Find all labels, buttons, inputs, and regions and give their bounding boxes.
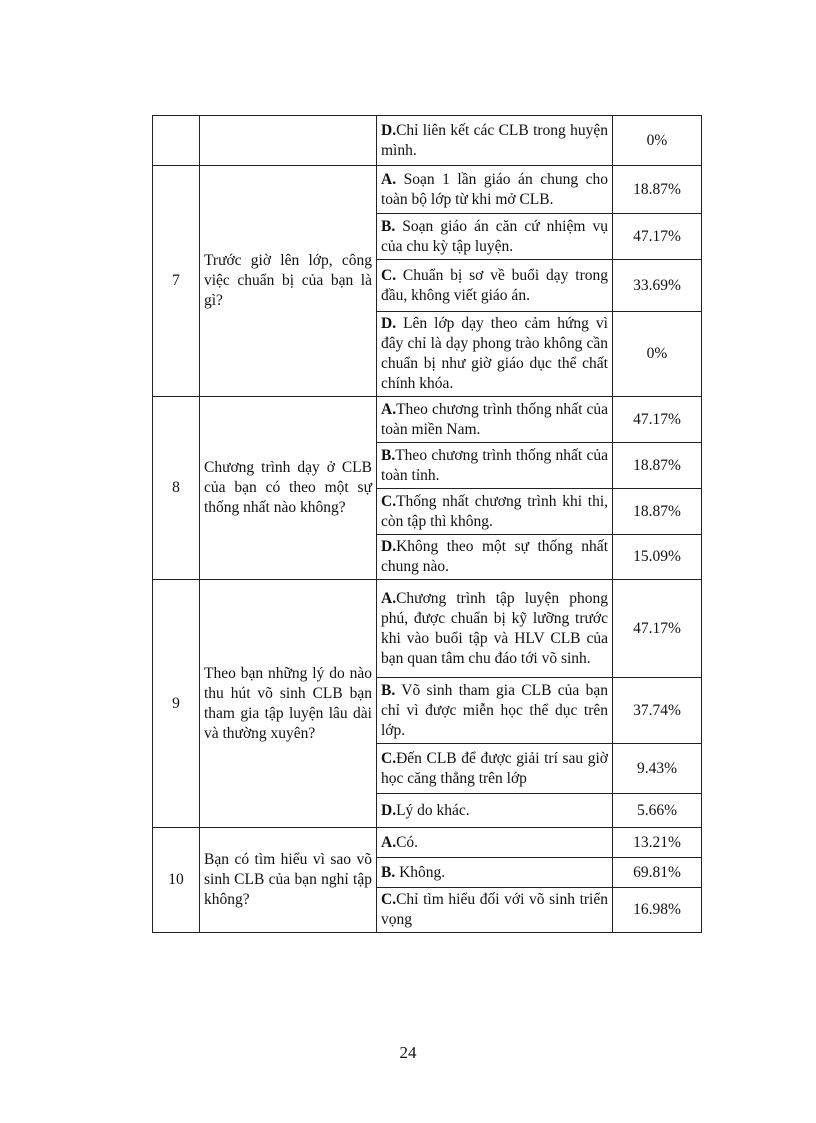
option-text: Không. (395, 863, 446, 881)
question-number: 7 (153, 166, 200, 397)
answer-option (377, 580, 613, 678)
option-letter: B. (381, 217, 396, 235)
option-letter: D. (381, 538, 397, 555)
answer-option (377, 116, 613, 166)
option-letter: A. (381, 833, 397, 851)
page-number: 24 (399, 1043, 417, 1062)
answer-option (377, 794, 613, 828)
option-percentage: 9.43% (613, 744, 702, 794)
question-text: Trước giờ lên lớp, công việc chuẩn bị của bạn là gì? (200, 166, 377, 397)
option-percentage: 16.98% (613, 888, 702, 933)
table-row (153, 397, 702, 443)
question-number: 10 (153, 828, 200, 933)
option-text: Không theo một sự thống nhất chung nào. (381, 538, 612, 575)
option-percentage: 5.66% (613, 794, 702, 828)
question-number (153, 116, 200, 166)
option-percentage: 0% (613, 116, 702, 166)
option-text: Chuẩn bị sơ về buổi dạy trong đầu, không viết giáo án. (381, 266, 612, 304)
answer-option (377, 443, 613, 489)
option-percentage: 47.17% (613, 214, 702, 260)
option-percentage: 0% (613, 312, 702, 397)
table-row (153, 828, 702, 858)
option-text: Đến CLB để được giải trí sau giờ học căng thẳng trên lớp (381, 749, 612, 787)
option-letter: D. (381, 315, 397, 332)
option-percentage: 13.21% (613, 828, 702, 858)
survey-results-table (152, 115, 702, 933)
answer-option (377, 678, 613, 744)
answer-option (377, 397, 613, 443)
answer-option (377, 166, 613, 214)
answer-option (377, 214, 613, 260)
option-letter: A. (381, 170, 397, 188)
question-text: Bạn có tìm hiểu vì sao võ sinh CLB của bạn nghỉ tập không? (200, 828, 377, 933)
question-number: 8 (153, 397, 200, 580)
table-row (153, 116, 702, 166)
answer-option (377, 888, 613, 933)
option-letter: B. (381, 863, 396, 881)
table-row (153, 166, 702, 214)
table-row (153, 580, 702, 678)
answer-option (377, 489, 613, 535)
question-text: Theo bạn những lý do nào thu hút võ sinh CLB bạn tham gia tập luyện lâu dài và thường xuyên? (200, 580, 377, 828)
option-letter: C. (381, 492, 397, 510)
option-text: Chỉ tìm hiểu đối với võ sinh triển vọng (381, 891, 612, 928)
question-text (200, 116, 377, 166)
option-percentage: 37.74% (613, 678, 702, 744)
table-body (153, 116, 702, 933)
option-percentage: 18.87% (613, 489, 702, 535)
answer-option (377, 312, 613, 397)
option-percentage: 33.69% (613, 260, 702, 312)
option-letter: B. (381, 681, 396, 699)
option-letter: C. (381, 266, 397, 284)
option-text: Chỉ liên kết các CLB trong huyện mình. (381, 121, 612, 159)
option-text: Có. (396, 833, 419, 851)
answer-option (377, 858, 613, 888)
option-text: Lý do khác. (396, 801, 470, 819)
question-text: Chương trình dạy ở CLB của bạn có theo một sự thống nhất nào không? (200, 397, 377, 580)
option-text: Theo chương trình thống nhất của toàn miền Nam. (381, 400, 612, 438)
option-text: Theo chương trình thống nhất của toàn tỉnh. (381, 446, 612, 484)
option-percentage: 15.09% (613, 535, 702, 580)
option-text: Võ sinh tham gia CLB của bạn chỉ vì được miễn học thể dục trên lớp. (381, 681, 612, 739)
answer-option (377, 535, 613, 580)
option-text: Chương trình tập luyện phong phú, được chuẩn bị kỹ lưỡng trước khi vào buổi tập và HLV CLB của bạn quan tâm chu đáo tới võ sinh. (381, 589, 612, 667)
option-percentage: 47.17% (613, 397, 702, 443)
option-text: Soạn giáo án căn cứ nhiệm vụ của chu kỳ tập luyện. (381, 217, 612, 255)
option-text: Thống nhất chương trình khi thi, còn tập thì không. (381, 492, 612, 530)
option-letter: D. (381, 121, 397, 139)
answer-option (377, 744, 613, 794)
option-letter: D. (381, 801, 397, 819)
answer-option (377, 828, 613, 858)
option-letter: B. (381, 446, 396, 464)
option-percentage: 18.87% (613, 443, 702, 489)
option-percentage: 69.81% (613, 858, 702, 888)
option-letter: A. (381, 400, 397, 418)
option-text: Lên lớp dạy theo cảm hứng vì đây chỉ là dạy phong trào không cần chuẩn bị như giờ giáo dục thể chất chính khóa. (381, 315, 612, 392)
option-text: Soạn 1 lần giáo án chung cho toàn bộ lớp từ khi mở CLB. (381, 170, 612, 208)
option-percentage: 18.87% (613, 166, 702, 214)
option-letter: C. (381, 891, 397, 908)
option-letter: C. (381, 749, 397, 767)
option-percentage: 47.17% (613, 580, 702, 678)
question-number: 9 (153, 580, 200, 828)
option-letter: A. (381, 589, 397, 607)
answer-option (377, 260, 613, 312)
